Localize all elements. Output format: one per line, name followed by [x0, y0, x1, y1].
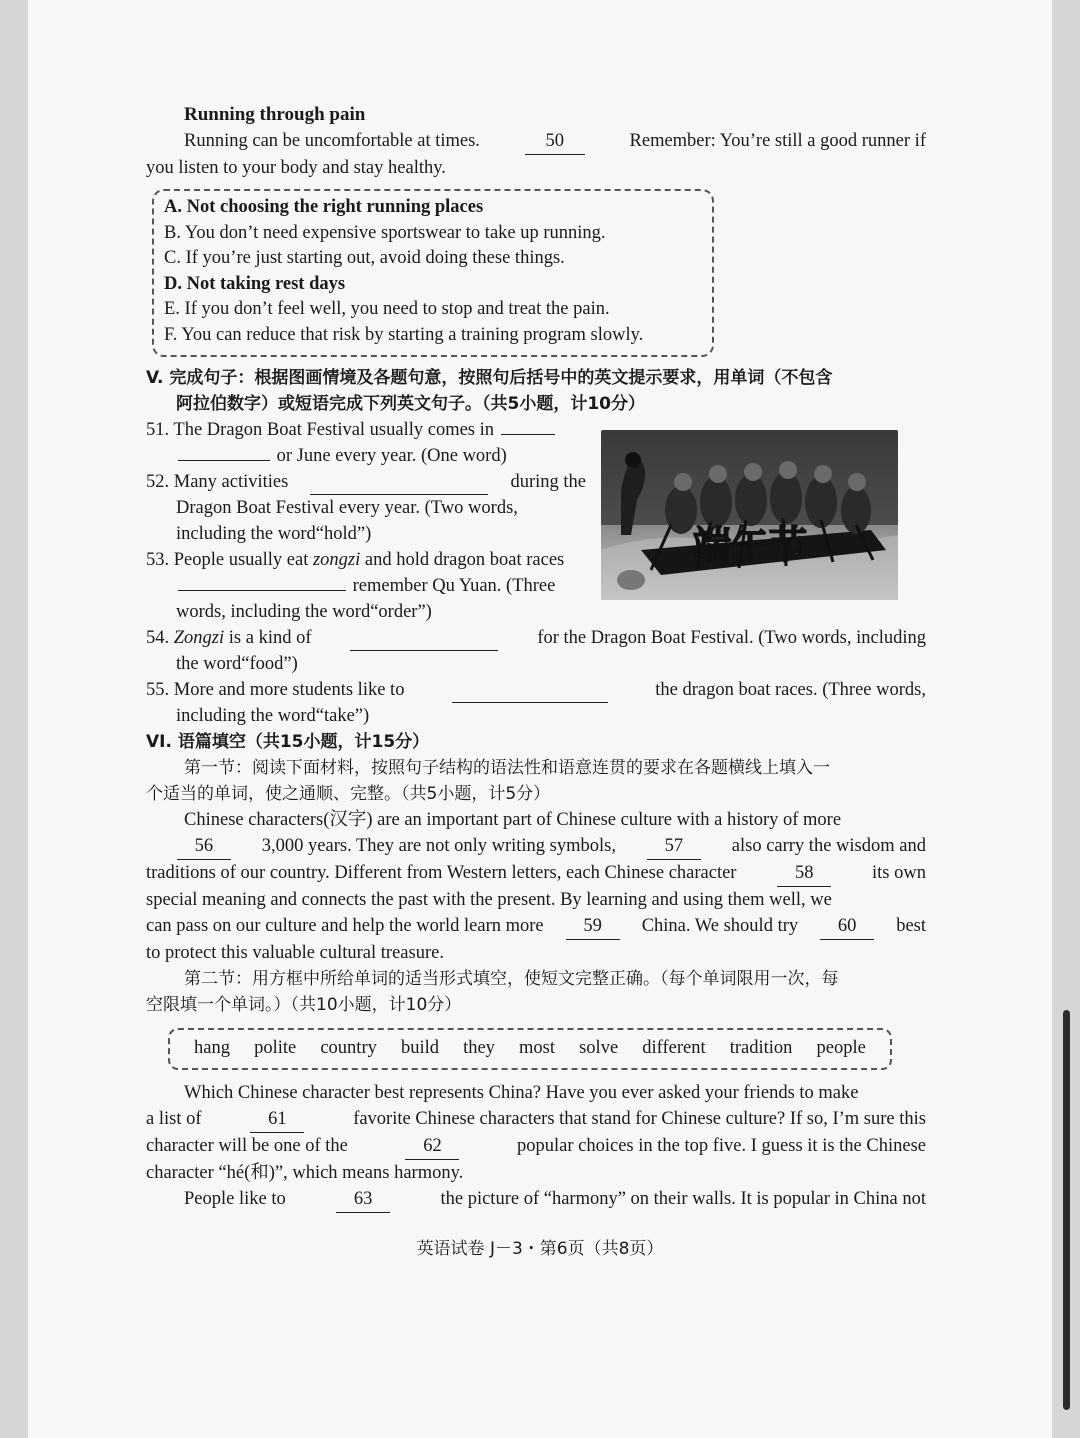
- dragon-boat-photo: [601, 430, 898, 600]
- exam-page: [28, 0, 1052, 1438]
- passage-text: also carry the wisdom and: [731, 835, 926, 856]
- blank-60: 60: [820, 913, 874, 940]
- paragraph-50-line2: you listen to your body and stay healthy.: [146, 158, 446, 178]
- viewer-right-margin: [1052, 0, 1080, 1438]
- sec2-instruction-line2: 空限填一个单词。）（共10小题，计10分）: [146, 994, 462, 1015]
- photo-caption: 端午节: [693, 523, 808, 567]
- blank-55: [452, 677, 608, 703]
- word-bank-item: polite: [254, 1038, 297, 1059]
- passage-text: to protect this valuable cultural treasure.: [146, 942, 444, 963]
- blank-63: 63: [336, 1186, 390, 1213]
- q52-line2: Dragon Boat Festival every year. (Two words,: [176, 497, 518, 518]
- page-content: [146, 102, 926, 1213]
- blank-61: 61: [250, 1106, 304, 1133]
- q52-line1: [146, 469, 586, 495]
- passage-text: a list of: [146, 1108, 202, 1129]
- passage-text: favorite Chinese characters that stand for Chinese culture? If so, I’m sure this: [353, 1108, 926, 1129]
- word-bank-item: tradition: [729, 1038, 793, 1059]
- q52-line3: including the word“hold”): [176, 523, 372, 544]
- q55-line1: [146, 677, 926, 703]
- part5-heading-line2: 阿拉伯数字）或短语完成下列英文句子。（共5小题，计10分）: [176, 393, 645, 414]
- passage-line: [146, 1186, 926, 1213]
- blank-51b: [178, 460, 270, 461]
- option-e: E. If you don’t feel well, you need to stop and treat the pain.: [164, 299, 610, 320]
- passage-2: [146, 1080, 926, 1213]
- word-bank-item: they: [463, 1038, 495, 1059]
- q51-line1: [146, 417, 586, 443]
- option-f: F. You can reduce that risk by starting a training program slowly.: [164, 324, 644, 345]
- passage-line: [146, 940, 926, 966]
- passage-text: special meaning and connects the past with the present. By learning and using them well, we: [146, 889, 832, 910]
- options-box: [152, 189, 714, 357]
- option-d: D. Not taking rest days: [164, 273, 346, 294]
- passage-line: [146, 807, 926, 833]
- option-b: B. You don’t need expensive sportswear to take up running.: [164, 222, 606, 243]
- text: remember Qu Yuan. (Three: [352, 575, 556, 596]
- part5-heading-line1: V. 完成句子：根据图画情境及各题句意，按照句后括号中的英文提示要求，用单词（不包含: [146, 367, 833, 388]
- passage-line: [146, 1133, 926, 1160]
- italic-word: Zongzi: [173, 627, 225, 648]
- option-c: C. If you’re just starting out, avoid doing these things.: [164, 248, 565, 269]
- passage-text: China. We should try: [641, 915, 799, 936]
- passage-text: Which Chinese character best represents China? Have you ever asked your friends to make: [184, 1082, 859, 1103]
- passage-text: 3,000 years. They are not only writing symbols,: [261, 835, 616, 856]
- blank-53: [178, 590, 346, 591]
- passage-1: [146, 807, 926, 966]
- viewer-left-margin: [0, 0, 28, 1438]
- word-bank-item: hang: [194, 1038, 231, 1059]
- blank-58: 58: [777, 860, 831, 887]
- text: and hold dragon boat races: [364, 549, 565, 570]
- passage-line: [146, 887, 926, 913]
- q53-line1: [146, 547, 586, 573]
- text: during the: [510, 471, 586, 492]
- word-bank-item: country: [320, 1038, 377, 1059]
- q55-line2: including the word“take”): [176, 705, 370, 726]
- text: Running can be uncomfortable at times.: [184, 131, 480, 151]
- sec2-instruction-line1: 第二节：用方框中所给单词的适当形式填空，使短文完整正确。（每个单词限用一次，每: [184, 968, 839, 989]
- blank-57: 57: [647, 833, 701, 860]
- blank-62: 62: [405, 1133, 459, 1160]
- passage-text: character “hé(和)”, which means harmony.: [146, 1162, 464, 1183]
- option-a: A. Not choosing the right running places: [164, 197, 484, 217]
- text: 53. People usually eat: [146, 549, 309, 570]
- passage-line: [146, 833, 926, 860]
- blank-51a: [501, 434, 555, 435]
- section-title: Running through pain: [184, 104, 366, 125]
- passage-text: popular choices in the top five. I guess it is the Chinese: [517, 1135, 926, 1156]
- passage-line: [146, 913, 926, 940]
- passage-text: traditions of our country. Different from Western letters, each Chinese character: [146, 862, 737, 883]
- passage-line: [146, 1080, 926, 1106]
- q54-line1: [146, 625, 926, 651]
- questions-51-53: [146, 417, 586, 625]
- blank-59: 59: [566, 913, 620, 940]
- passage-text: character will be one of the: [146, 1135, 348, 1156]
- passage-text: the picture of “harmony” on their walls. It is popular in China not: [440, 1188, 926, 1209]
- word-bank-item: solve: [579, 1038, 619, 1059]
- paragraph-50-line1: [146, 128, 926, 155]
- blank-56: 56: [177, 833, 231, 860]
- blank-52: [310, 469, 488, 495]
- text: for the Dragon Boat Festival. (Two words, including: [537, 627, 926, 648]
- page-footer: 英语试卷 J－3・第6页（共8页）: [416, 1239, 664, 1259]
- italic-word: zongzi: [312, 549, 361, 570]
- passage-line: [146, 1160, 926, 1186]
- word-bank-item: build: [400, 1038, 439, 1059]
- blank-54: [350, 625, 498, 651]
- text: 51. The Dragon Boat Festival usually comes in: [146, 419, 495, 440]
- text: is a kind of: [228, 627, 312, 648]
- passage-line: [146, 860, 926, 887]
- q53-line2: [146, 573, 586, 599]
- passage-text: best: [896, 915, 926, 936]
- blank-50: 50: [525, 128, 585, 155]
- text: or June every year. (One word): [276, 445, 507, 466]
- text: 52. Many activities: [146, 471, 289, 492]
- scrollbar-thumb[interactable]: [1063, 1010, 1070, 1410]
- q54-line2: the word“food”): [176, 653, 298, 674]
- word-bank-box: [168, 1028, 892, 1070]
- q51-line2: [146, 443, 586, 469]
- text: Remember: You’re still a good runner if: [629, 131, 926, 151]
- part6-heading: VI. 语篇填空（共15小题，计15分）: [146, 731, 430, 752]
- text: 54.: [146, 627, 170, 648]
- sec1-instruction-line2: 个适当的单词，使之通顺、完整。（共5小题，计5分）: [146, 783, 551, 804]
- word-bank-item: most: [519, 1038, 556, 1059]
- passage-text: Chinese characters(汉字) are an important part of Chinese culture with a history of more: [184, 809, 842, 830]
- word-bank-item: people: [816, 1038, 866, 1059]
- text: 55. More and more students like to: [146, 679, 405, 700]
- passage-text: can pass on our culture and help the world learn more: [146, 915, 544, 936]
- q53-line3: words, including the word“order”): [176, 601, 432, 622]
- word-bank-item: different: [642, 1038, 706, 1059]
- sec1-instruction-line1: 第一节：阅读下面材料，按照句子结构的语法性和语意连贯的要求在各题横线上填入一: [184, 757, 830, 778]
- passage-text: People like to: [184, 1188, 286, 1209]
- text: the dragon boat races. (Three words,: [655, 679, 926, 700]
- passage-line: [146, 1106, 926, 1133]
- passage-text: its own: [872, 862, 926, 883]
